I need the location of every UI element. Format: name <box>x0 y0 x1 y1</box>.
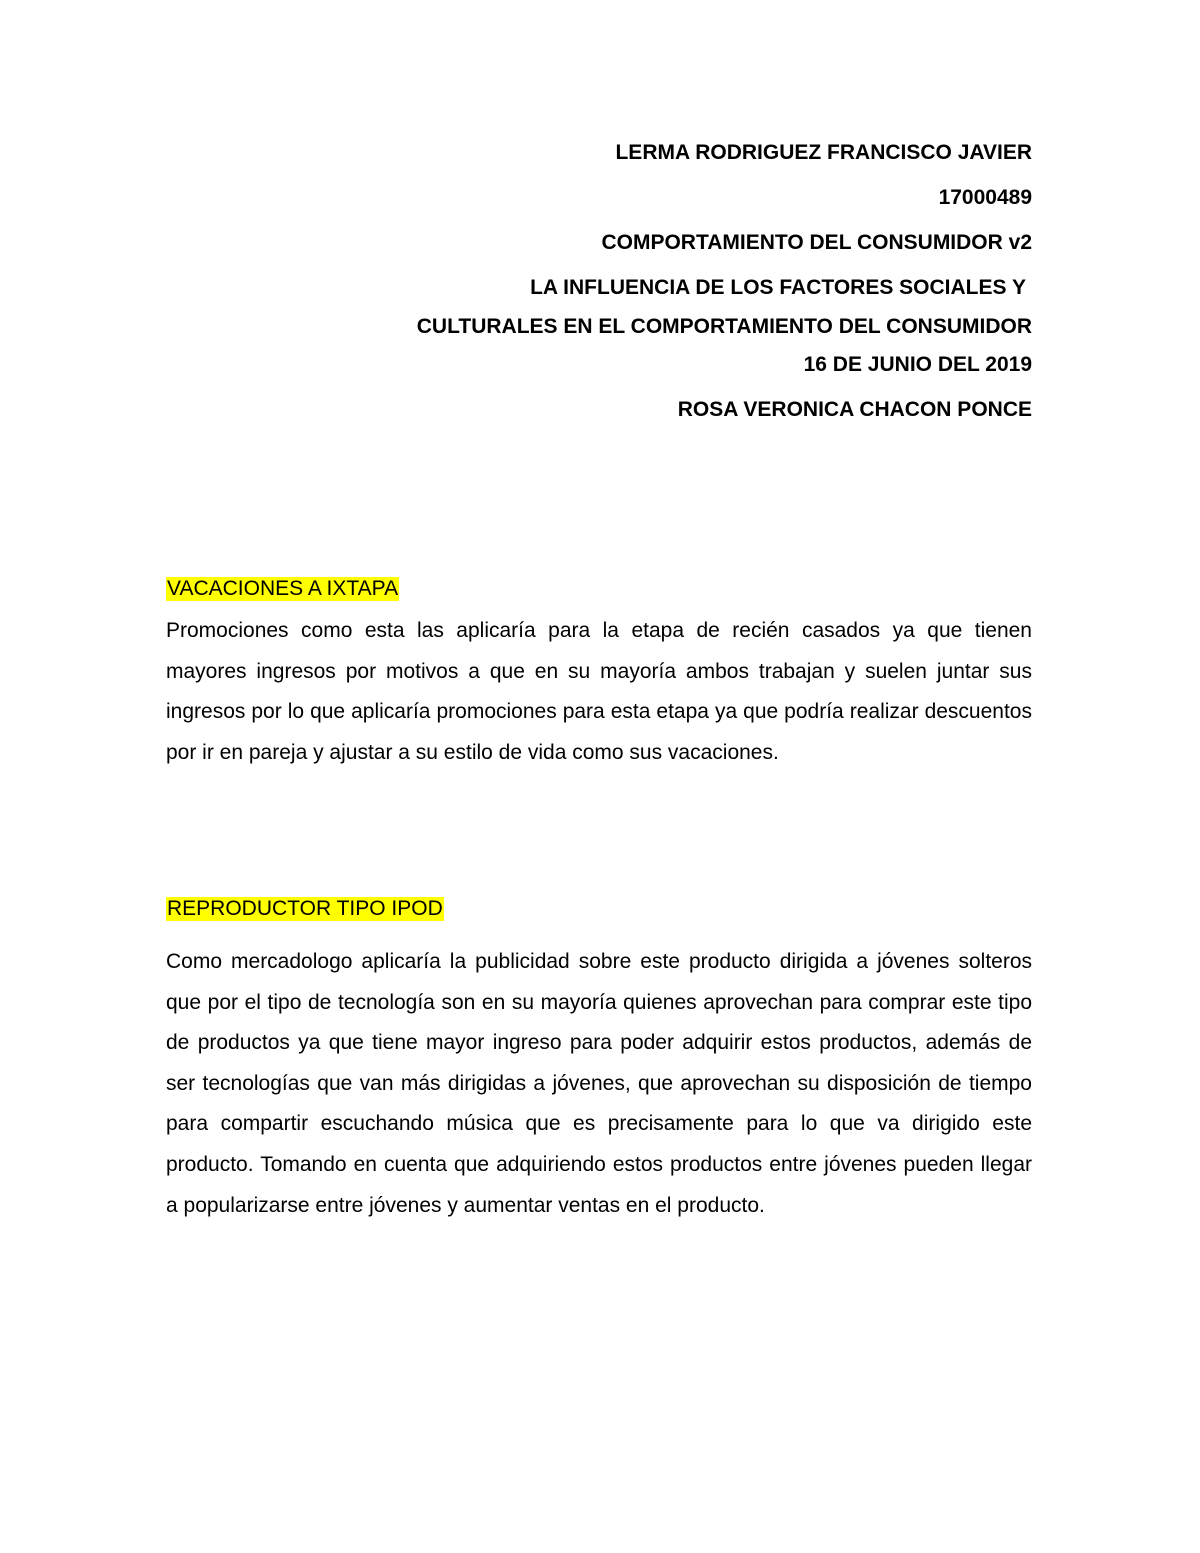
student-id: 17000489 <box>938 186 1032 209</box>
date: 16 DE JUNIO DEL 2019 <box>803 353 1032 376</box>
section-heading: REPRODUCTOR TIPO IPOD <box>167 897 443 920</box>
course-name: COMPORTAMIENTO DEL CONSUMIDOR v2 <box>601 231 1032 254</box>
teacher-name: ROSA VERONICA CHACON PONCE <box>677 398 1032 421</box>
section-body: Como mercadologo aplicaría la publicidad sobre este producto dirigida a jóvenes solteros que por el tipo de tecnología son en su mayoría quienes aprovechan para comprar este tipo de productos ya que tiene mayor ingreso para poder adquirir estos productos, además de ser tecnologías que van más dirigidas a jóvenes, que aprovechan su disposición de tiempo para compartir escuchando música que es precisamente para lo que va dirigido este producto. Tomando en cuenta que adquiriendo estos productos entre jóvenes pueden llegar a popularizarse entre jóvenes y aumentar ventas en el producto. <box>166 950 1032 1217</box>
section-body: Promociones como esta las aplicaría para la etapa de recién casados ya que tienen mayores ingresos por motivos a que en su mayoría ambos trabajan y suelen juntar sus ingresos por lo que aplicaría promociones para esta etapa ya que podría realizar descuentos por ir en pareja y ajustar a su estilo de vida como sus vacaciones. <box>166 619 1032 764</box>
header-block <box>332 0 1032 430</box>
title-line-2: CULTURALES EN EL COMPORTAMIENTO DEL CONSUMIDOR <box>416 315 1032 338</box>
title-line-1: LA INFLUENCIA DE LOS FACTORES SOCIALES Y <box>530 276 1026 299</box>
author-name: LERMA RODRIGUEZ FRANCISCO JAVIER <box>615 141 1032 164</box>
section-reproductor <box>166 897 1032 1226</box>
section-heading: VACACIONES A IXTAPA <box>167 577 399 600</box>
section-vacaciones <box>166 577 1032 773</box>
